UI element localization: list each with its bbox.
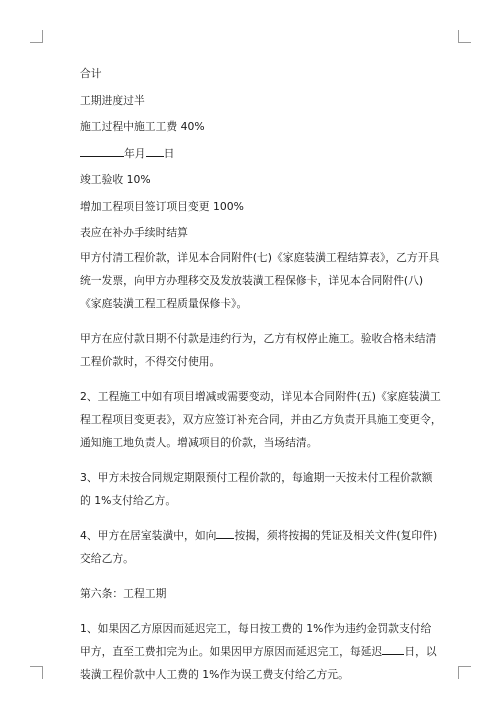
delay-text-before: 1、如果因乙方原因而延迟完工，每日按工费的 1%作为违约金罚款支付给甲方，直至工费扣完为止。如果因甲方原因而延迟完工，每延迟 <box>80 622 432 658</box>
paragraph-late-payment: 甲方在应付款日期不付款是违约行为，乙方有权停止施工。验收合格未结清工程价款时，不得交付使用。 <box>80 332 437 368</box>
line-settlement: 表应在补办手续时结算 <box>80 226 188 239</box>
crop-mark-top-right <box>458 30 471 43</box>
mortgage-blank <box>216 525 234 539</box>
line-added-items: 增加工程项目签订项目变更 100% <box>80 199 244 213</box>
date-year-month-label: 年月 <box>124 146 146 160</box>
date-line <box>80 143 442 165</box>
date-day-label: 日 <box>163 146 175 160</box>
crop-mark-bottom-right <box>458 666 471 679</box>
line-progress-half: 工期进度过半 <box>80 93 145 107</box>
delay-days-blank <box>382 641 404 655</box>
paragraph-overdue-penalty: 3、甲方未按合同规定期限预付工程价款的，每逾期一天按未付工程价款额的 1%支付给乙方。 <box>80 471 433 507</box>
delay-text-after: 日，以装潢工程价款中人工费的 1%作为误工费支付给乙方元。 <box>80 645 437 681</box>
crop-mark-top-left <box>30 30 43 43</box>
crop-mark-bottom-left <box>30 666 43 679</box>
mortgage-text-before: 4、甲方在居室装潢中，如向 <box>80 529 217 542</box>
paragraph-payment-settlement: 甲方付清工程价款，详见本合同附件(七)《家庭装潢工程结算表》，乙方开具统一发票，向甲方办理移交及发放装潢工程保修卡，详见本合同附件(八)《家庭装潢工程工程质量保修卡》。 <box>80 251 440 310</box>
document-body <box>80 63 442 686</box>
paragraph-item-changes: 2、工程施工中如有项目增减或需要变动，详见本合同附件(五)《家庭装潢工程工程项目变更表》，双方应签订补充合同，并由乙方负责开具施工变更令，通知施工地负责人。增减项目的价款，当场结清。 <box>80 390 442 449</box>
mortgage-text-after: 按揭，须将按揭的凭证及相关文件(复印件)交给乙方。 <box>80 529 438 565</box>
line-total: 合计 <box>80 67 102 80</box>
line-completion-acceptance: 竣工验收 10% <box>80 173 151 186</box>
paragraph-mortgage <box>80 524 442 570</box>
article-6-heading: 第六条：工程工期 <box>80 587 167 600</box>
day-blank <box>146 143 164 157</box>
line-construction-fee: 施工过程中施工工费 40% <box>80 120 205 133</box>
year-blank <box>80 143 124 157</box>
paragraph-delay-penalty <box>80 617 442 686</box>
